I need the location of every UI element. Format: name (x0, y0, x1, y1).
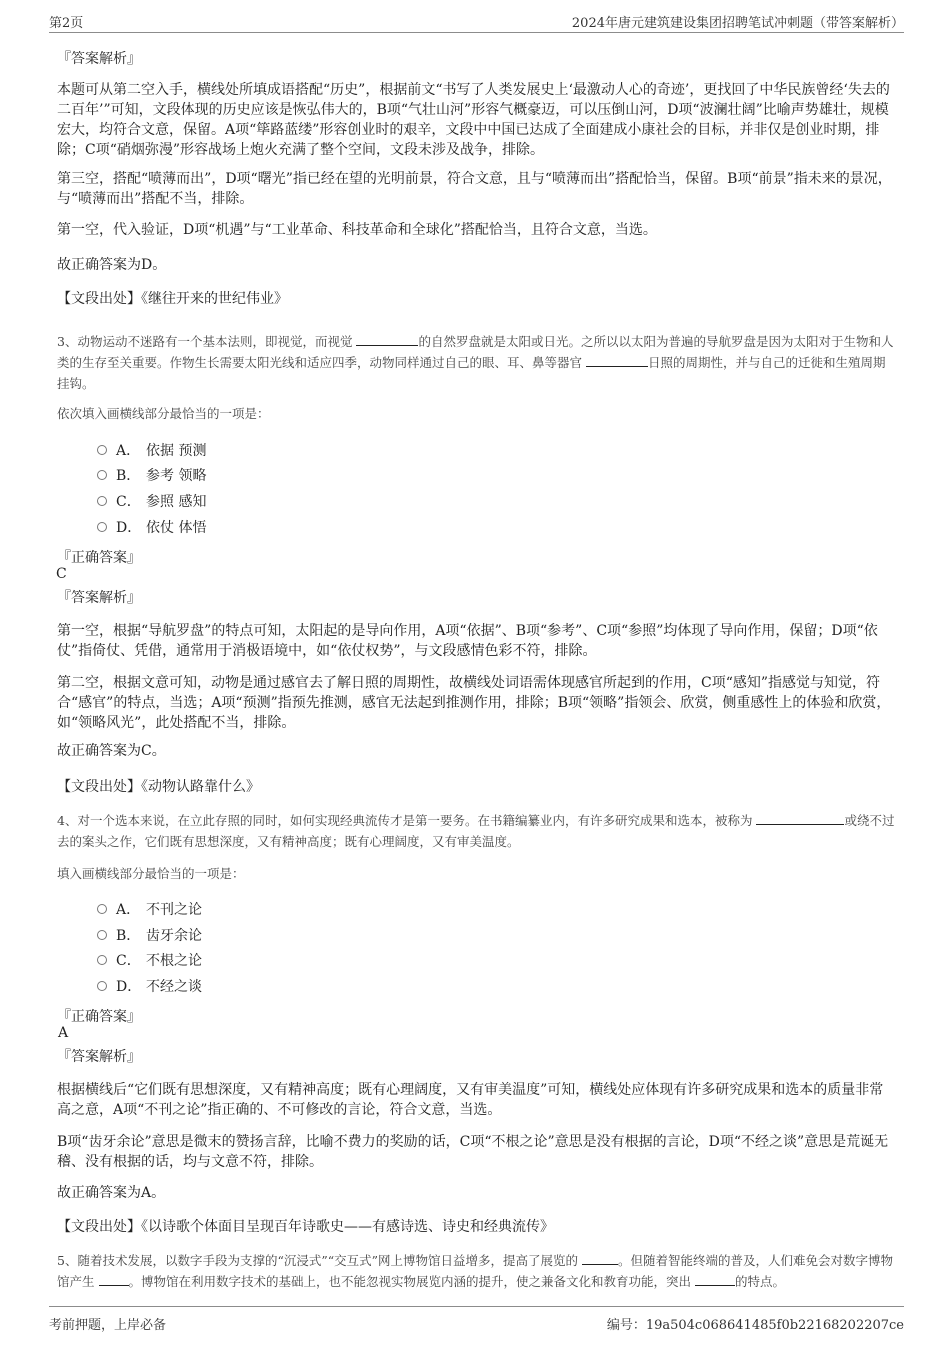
blank-line (756, 811, 844, 825)
q4-stem-b: 或绕不过去的案头之作，它们既有思想深度，又有精神高度；既有心理阔度，又有审美温度。 (57, 813, 895, 849)
q3-stem (57, 331, 897, 394)
q4-conclusion: 故正确答案为A。 (57, 1185, 166, 1201)
blank-line (695, 1272, 735, 1286)
q3-option-d[interactable] (97, 517, 206, 539)
q4-source (57, 1216, 897, 1236)
q4-prompt: 填入画横线部分最恰当的一项是： (57, 866, 245, 881)
option-key: B． (116, 928, 141, 944)
radio-icon[interactable] (97, 496, 107, 506)
q3-conclusion: 故正确答案为C。 (57, 743, 166, 759)
option-key: A． (116, 902, 141, 918)
document-title: 2024年唐元建筑建设集团招聘笔试冲刺题（带答案解析） (571, 16, 904, 31)
q2-conclusion: 故正确答案为D。 (57, 257, 167, 273)
option-text: 不根之论 (146, 953, 202, 969)
option-text: 不经之谈 (146, 979, 202, 995)
blank-line (586, 353, 648, 367)
source-title: 《动物认路靠什么》 (141, 779, 260, 795)
blank-line (99, 1272, 129, 1286)
q5-stem-d: 的特点。 (735, 1274, 786, 1289)
q5-stem (57, 1250, 897, 1292)
source-prefix: 【文段出处】 (57, 779, 141, 795)
page-header (49, 8, 904, 33)
q4-stem-a: 对一个选本来说，在立此存照的同时，如何实现经典流传才是第一要务。在书籍编纂业内，有许多研究成果和选本，被称为 (77, 813, 753, 828)
q3-option-a[interactable] (97, 440, 206, 462)
radio-icon[interactable] (97, 445, 107, 455)
q4-option-d[interactable] (97, 976, 202, 998)
source-title: 《继往开来的世纪伟业》 (141, 291, 288, 307)
q5-stem-c: 。博物馆在利用数字技术的基础上，也不能忽视实物展览内涵的提升，使之兼备文化和教育功能，突出 (128, 1274, 692, 1289)
option-key: C． (116, 953, 141, 969)
radio-icon[interactable] (97, 522, 107, 532)
q3-stem-a: 动物运动不迷路有一个基本法则，即视觉，而视觉 (77, 334, 353, 349)
q4-answer: A (58, 1025, 69, 1041)
q4-analysis-label: 『答案解析』 (57, 1049, 141, 1065)
q3-correct-label: 『正确答案』 (57, 550, 141, 566)
q4-stem (57, 810, 897, 852)
q3-prompt: 依次填入画横线部分最恰当的一项是： (57, 406, 270, 421)
q3-option-c[interactable] (97, 491, 206, 513)
option-text: 参照 感知 (146, 494, 207, 510)
option-key: A． (116, 443, 141, 459)
page-footer (49, 1306, 904, 1337)
option-text: 依据 预测 (146, 443, 207, 459)
source-prefix: 【文段出处】 (57, 1219, 141, 1235)
radio-icon[interactable] (97, 470, 107, 480)
q4-correct-label: 『正确答案』 (57, 1009, 141, 1025)
q2-analysis-p3: 第一空，代入验证，D项“机遇”与“工业革命、科技革命和全球化”搭配恰当，且符合文意，当选。 (57, 222, 657, 238)
q3-analysis-label: 『答案解析』 (57, 590, 141, 606)
source-title: 《以诗歌个体面目呈现百年诗歌史——有感诗选、诗史和经典流传》 (141, 1219, 554, 1235)
option-text: 齿牙余论 (146, 928, 202, 944)
q5-number: 5、 (57, 1253, 78, 1268)
q3-analysis-p1: 第一空，根据“导航罗盘”的特点可知，太阳起的是导向作用，A项“依据”、B项“参考”、C项“参照”均体现了导向作用，保留；D项“依仗”指倚仗、凭借，通常用于消极语境中，如“依仗权势”，与文段感情色彩不符，排除。 (57, 623, 878, 659)
source-prefix: 【文段出处】 (57, 291, 141, 307)
blank-line (582, 1251, 618, 1265)
option-key: D． (116, 520, 142, 536)
option-text: 不刊之论 (146, 902, 202, 918)
footer-slogan: 考前押题，上岸必备 (49, 1318, 167, 1333)
q4-analysis-p2: B项“齿牙余论”意思是微末的赞扬言辞，比喻不费力的奖励的话，C项“不根之论”意思是没有根据的言论，D项“不经之谈”意思是荒诞无稽、没有根据的话，均与文意不符，排除。 (57, 1134, 889, 1170)
q3-stem-c: 日照的周期性，并与自己的迁徙和生殖周期挂钩。 (57, 355, 886, 391)
q3-source (57, 776, 897, 796)
q3-analysis-p2: 第二空，根据文意可知，动物是通过感官去了解日照的周期性，故横线处词语需体现感官所起到的作用，C项“感知”指感觉与知觉，符合“感官”的特点，当选；A项“预测”指预先推测，感官无法起到推测作用，排除；B项“领略”指领会、欣赏，侧重感性上的体验和欣赏，如“领略风光”，此处搭配不当，排除。 (57, 675, 891, 731)
q5-stem-a: 随着技术发展，以数字手段为支撑的“沉浸式”“交互式”网上博物馆日益增多，提高了展览的 (77, 1253, 579, 1268)
option-key: B． (116, 468, 141, 484)
q2-source (57, 288, 897, 308)
option-key: C． (116, 494, 141, 510)
q2-analysis-p1: 本题可从第二空入手，横线处所填成语搭配“历史”，根据前文“书写了人类发展史上‘最激动人心的奇迹’，更找回了中华民族曾经‘失去的二百年’”可知，文段体现的历史应该是恢弘伟大的，B项“气壮山河”形容气概豪迈，可以压倒山河，D项“波澜壮阔”比喻声势雄壮，规模宏大，均符合文意，保留。A项“筚路蓝缕”形容创业时的艰辛，文段中中国已达成了全面建成小康社会的目标，并非仅是创业时期，排除；C项“硝烟弥漫”形容战场上炮火充满了整个空间，文段未涉及战争，排除。 (57, 82, 890, 158)
q3-answer: C (56, 566, 67, 582)
q4-option-a[interactable] (97, 899, 202, 921)
q4-option-c[interactable] (97, 950, 202, 972)
option-text: 依仗 体悟 (146, 520, 207, 536)
q2-analysis-p2: 第三空，搭配“喷薄而出”，D项“曙光”指已经在望的光明前景，符合文意，且与“喷薄而出”搭配恰当，保留。B项“前景”指未来的景况，与“喷薄而出”搭配不当，排除。 (57, 171, 892, 207)
q3-number: 3、 (57, 334, 78, 349)
page-number: 第2页 (49, 16, 84, 31)
document-code: 编号：19a504c068641485f0b22168202207ce (606, 1318, 904, 1333)
q4-number: 4、 (57, 813, 78, 828)
radio-icon[interactable] (97, 955, 107, 965)
blank-line (356, 332, 418, 346)
radio-icon[interactable] (97, 904, 107, 914)
option-key: D． (116, 979, 142, 995)
radio-icon[interactable] (97, 930, 107, 940)
q2-analysis-label: 『答案解析』 (57, 51, 141, 67)
q4-option-b[interactable] (97, 925, 202, 947)
q3-option-b[interactable] (97, 465, 206, 487)
q3-stem-b: 的自然罗盘就是太阳或日光。之所以以太阳为普遍的导航罗盘是因为太阳对于生物和人类的生存至关重要。作物生长需要太阳光线和适应四季，动物同样通过自己的眼、耳、鼻等器官 (57, 334, 894, 370)
option-text: 参考 领略 (146, 468, 207, 484)
q4-analysis-p1: 根据横线后“它们既有思想深度，又有精神高度；既有心理阔度，又有审美温度”可知，横线处应体现有许多研究成果和选本的质量非常高之意，A项“不刊之论”指正确的、不可修改的言论，符合文意，当选。 (57, 1082, 884, 1118)
radio-icon[interactable] (97, 981, 107, 991)
q5-stem-b: 。但随着智能终端的普及，人们难免会对数字博物馆产生 (57, 1253, 894, 1289)
